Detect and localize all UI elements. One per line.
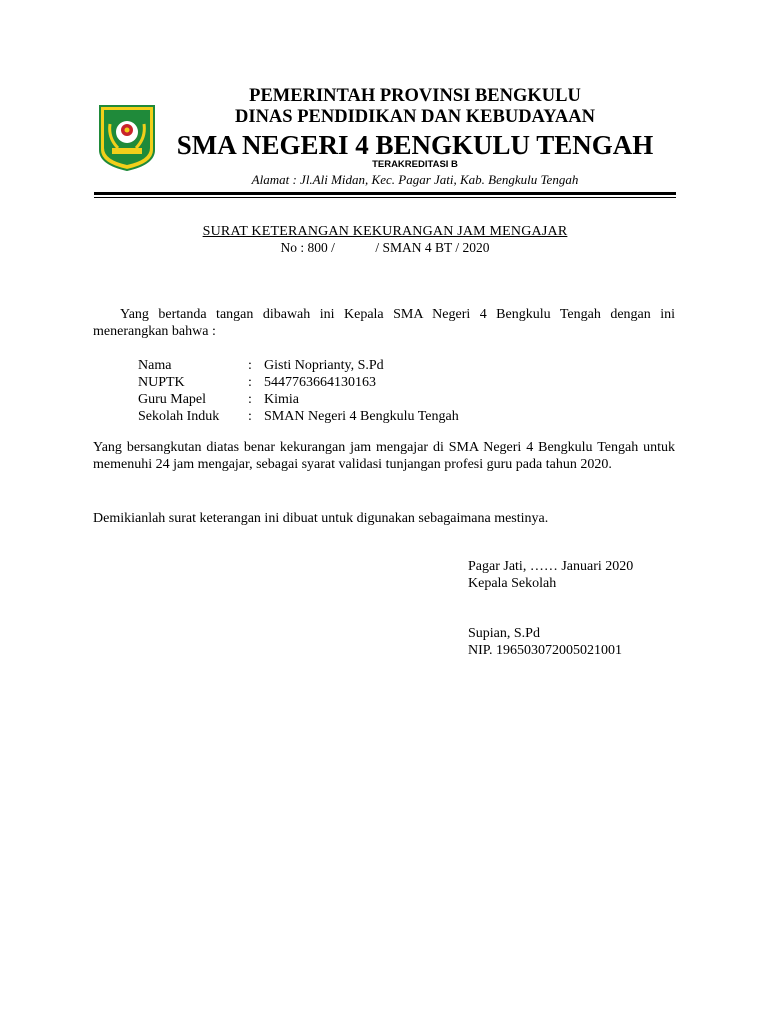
- detail-row-nuptk: [138, 374, 459, 391]
- letterhead-address: Alamat : Jl.Ali Midan, Kec. Pagar Jati, Kab. Bengkulu Tengah: [251, 172, 579, 187]
- detail-colon: :: [248, 409, 252, 424]
- detail-value: SMAN Negeri 4 Bengkulu Tengah: [264, 409, 459, 424]
- letterhead-divider-thin: [94, 197, 676, 198]
- letter-number: No : 800 / / SMAN 4 BT / 2020: [280, 240, 490, 255]
- opening-paragraph: Yang bertanda tangan dibawah ini Kepala SMA Negeri 4 Bengkulu Tengah dengan ini menerangkan bahwa :: [93, 307, 675, 339]
- detail-label: Nama: [138, 358, 172, 373]
- detail-row-name: [138, 357, 459, 374]
- detail-label: Sekolah Induk: [138, 409, 220, 424]
- teacher-details: [138, 357, 459, 425]
- letterhead-divider-thick: [94, 192, 676, 195]
- signature-nip: NIP. 196503072005021001: [468, 643, 623, 658]
- letter-title: SURAT KETERANGAN KEKURANGAN JAM MENGAJAR: [202, 224, 568, 239]
- signature-place-date: Pagar Jati, …… Januari 2020: [468, 559, 634, 574]
- detail-colon: :: [248, 375, 252, 390]
- letterhead-department: DINAS PENDIDIKAN DAN KEBUDAYAAN: [235, 107, 595, 127]
- letterhead-school-name: SMA NEGERI 4 BENGKULU TENGAH: [176, 130, 654, 160]
- emblem-ribbon: [112, 148, 142, 154]
- detail-value: Kimia: [264, 392, 299, 407]
- letterhead-accreditation: TERAKREDITASI B: [372, 159, 458, 170]
- detail-value: Gisti Noprianty, S.Pd: [264, 358, 384, 373]
- detail-value: 5447763664130163: [264, 375, 376, 390]
- closing-paragraph: Demikianlah surat keterangan ini dibuat untuk digunakan sebagaimana mestinya.: [93, 511, 549, 526]
- signature-name: Supian, S.Pd: [468, 626, 540, 641]
- signature-position: Kepala Sekolah: [468, 576, 557, 591]
- detail-row-subject: [138, 391, 459, 408]
- detail-colon: :: [248, 358, 252, 373]
- detail-colon: :: [248, 392, 252, 407]
- body-paragraph: Yang bersangkutan diatas benar kekurangan jam mengajar di SMA Negeri 4 Bengkulu Tengah untuk memenuhi 24 jam mengajar, sebagai syarat validasi tunjangan profesi guru pada tahun 2020.: [93, 440, 675, 472]
- detail-label: NUPTK: [138, 375, 185, 390]
- letterhead-government: PEMERINTAH PROVINSI BENGKULU: [249, 86, 581, 106]
- detail-row-home-school: [138, 408, 459, 425]
- bengkulu-province-emblem: [98, 104, 156, 172]
- detail-label: Guru Mapel: [138, 392, 207, 407]
